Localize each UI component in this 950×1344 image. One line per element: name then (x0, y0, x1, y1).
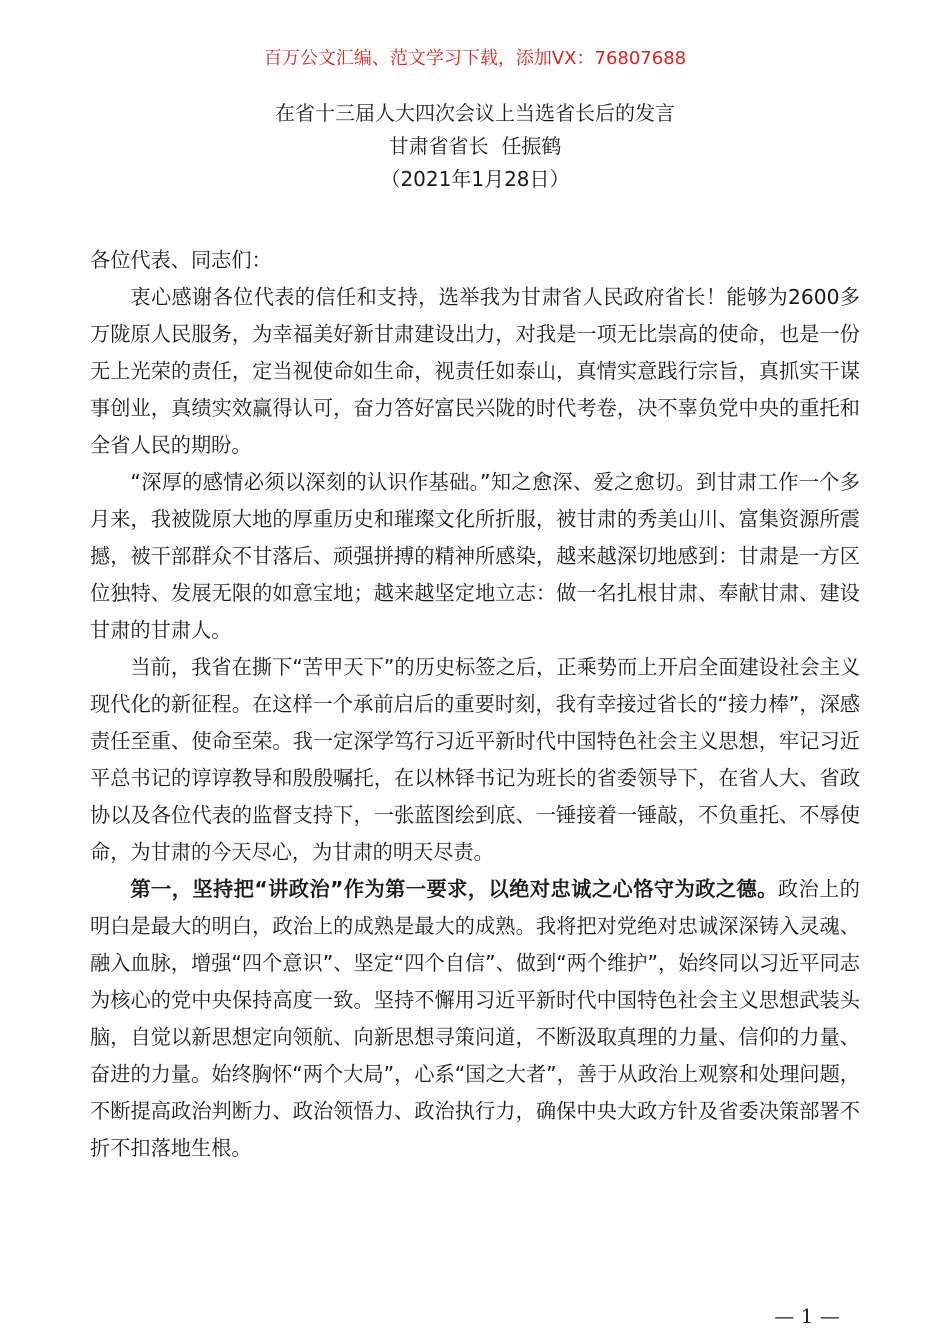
date-line: （2021年1月28日） (380, 167, 570, 191)
salutation: 各位代表、同志们： (90, 248, 272, 272)
paragraph: 当前，我省在撕下“苦甲天下”的历史标签之后，正乘势而上开启全面建设社会主义现代化的新征程。在这样一个承前启后的重要时刻，我有幸接过省长的“接力棒”，深感责任至重、使命至荣。我一定深学笃行习近平新时代中国特色社会主义思想，牢记习近平总书记的谆谆教导和殷殷嘱托，在以林铎书记为班长的省委领导下，在省人大、省政协以及各位代表的监督支持下，一张蓝图绘到底、一锤接着一锤敲，不负重托、不辱使命，为甘肃的今天尽心，为甘肃的明天尽责。 (90, 655, 860, 864)
section-1-heading: 第一，坚持把“讲政治”作为第一要求，以绝对忠诚之心恪守为政之德。 (130, 877, 778, 901)
document-body (90, 242, 860, 1167)
paragraph: “深厚的感情必须以深刻的认识作基础。”知之愈深、爱之愈切。到甘肃工作一个多月来，我被陇原大地的厚重历史和璀璨文化所折服，被甘肃的秀美山川、富集资源所震撼，被干部群众不甘落后、顽强拼搏的精神所感染，越来越深切地感到：甘肃是一方区位独特、发展无限的如意宝地；越来越坚定地立志：做一名扎根甘肃、奉献甘肃、建设甘肃的甘肃人。 (90, 470, 860, 642)
title-block (0, 97, 950, 196)
promo-banner: 百万公文汇编、范文学习下载，添加VX：76807688 (263, 48, 687, 69)
section-1-paragraph (90, 871, 860, 1167)
section-1-text: 政治上的明白是最大的明白，政治上的成熟是最大的成熟。我将把对党绝对忠诚深深铸入灵魂、融入血脉，增强“四个意识”、坚定“四个自信”、做到“两个维护”，始终同以习近平同志为核心的党中央保持高度一致。坚持不懈用习近平新时代中国特色社会主义思想武装头脑，自觉以新思想定向领航、向新思想寻策问道，不断汲取真理的力量、信仰的力量、奋进的力量。始终胸怀“两个大局”，心系“国之大者”，善于从政治上观察和处理问题，不断提高政治判断力、政治领悟力、政治执行力，确保中央大政方针及省委决策部署不折不扣落地生根。 (90, 877, 860, 1160)
paragraph: 衷心感谢各位代表的信任和支持，选举我为甘肃省人民政府省长！能够为2600多万陇原人民服务，为幸福美好新甘肃建设出力，对我是一项无比崇高的使命，也是一份无上光荣的责任，定当视使命如生命，视责任如泰山，真情实意践行宗旨，真抓实干谋事创业，真绩实效赢得认可，奋力答好富民兴陇的时代考卷，决不辜负党中央的重托和全省人民的期盼。 (90, 285, 860, 457)
document-title: 在省十三届人大四次会议上当选省长后的发言 (275, 101, 675, 125)
speaker-line: 甘肃省省长 任振鹤 (388, 134, 562, 158)
page-number: — 1 — (774, 1304, 840, 1328)
